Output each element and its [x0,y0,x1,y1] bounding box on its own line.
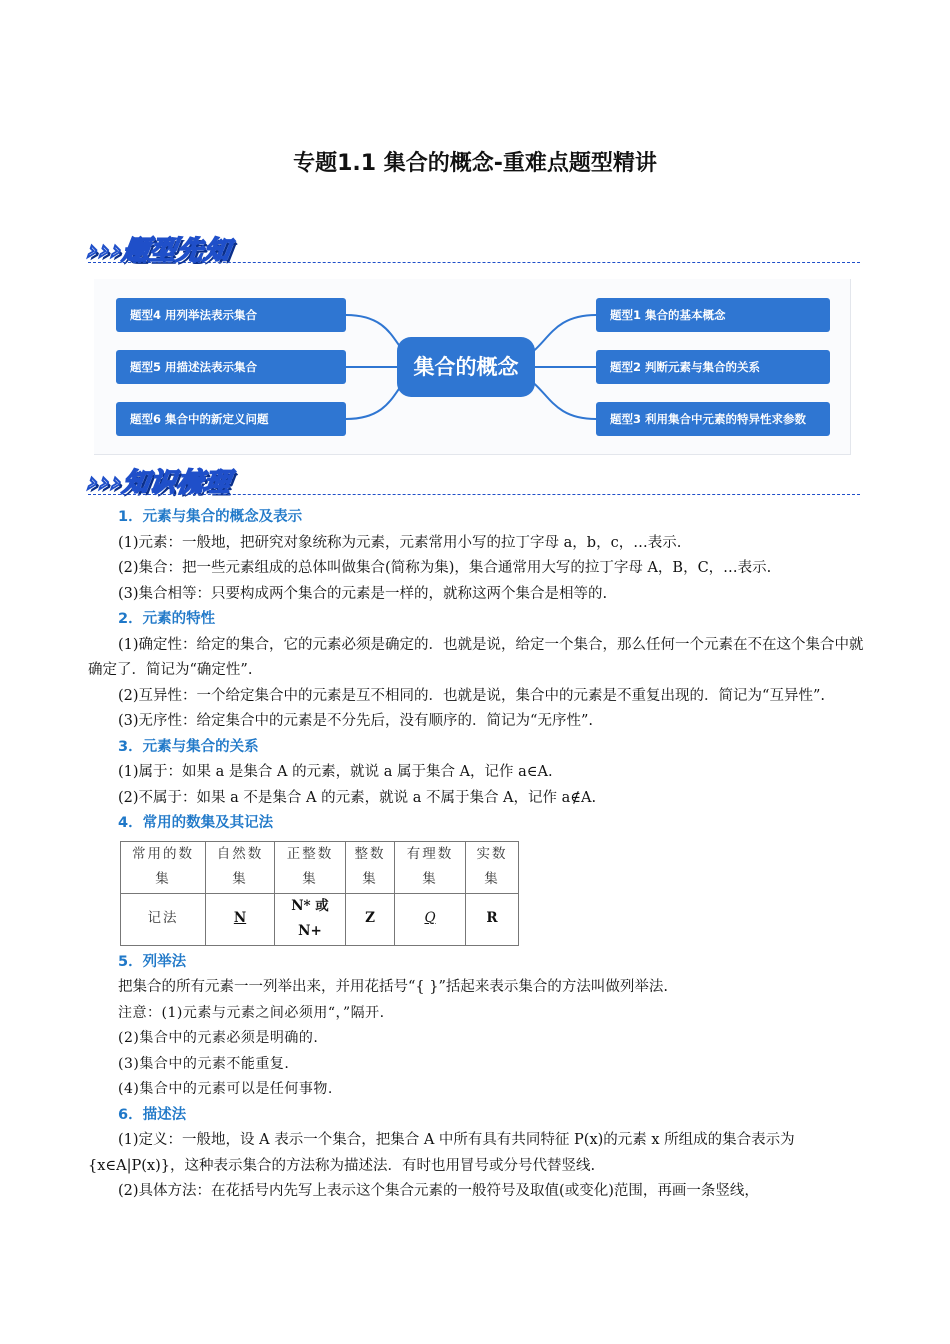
banner-label: ›››题型先知 [85,236,233,266]
table-cell: N [206,893,275,945]
paragraph: 把集合的所有元素一一列举出来，并用花括号“{ }”括起来表示集合的方法叫做列举法. [118,979,668,995]
paragraph: (1)属于：如果 a 是集合 A 的元素，就说 a 属于集合 A，记作 a∈A. [118,764,553,780]
section-banner-preview [85,226,860,272]
paragraph: (3)集合相等：只要构成两个集合的元素是一样的，就称这两个集合是相等的. [118,585,608,602]
knowledge-content [88,505,864,1205]
section-heading-5: 5．列举法 [118,953,187,970]
section-heading-2: 2．元素的特性 [118,611,216,627]
mindmap-center: 集合的概念 [397,337,535,397]
paragraph: (2)互异性：一个给定集合中的元素是互不相同的．也就是说，集合中的元素是不重复出现的．简记为“互异性”. [118,687,825,704]
table-header-cell: 实数集 [466,841,519,893]
paragraph: (1)元素：一般地，把研究对象统称为元素，元素常用小写的拉丁字母 a，b，c，…表示. [118,534,682,551]
table-cell: 记法 [121,893,206,945]
section-heading-4: 4．常用的数集及其记法 [118,815,274,831]
table-header-cell: 正整数集 [275,841,346,893]
paragraph: (2)具体方法：在花括号内先写上表示这个集合元素的一般符号及取值(或变化)范围，再画一条竖线， [118,1183,759,1199]
section-heading-6: 6．描述法 [118,1106,187,1123]
mindmap-node-right-1: 题型1 集合的基本概念 [596,298,830,332]
table-cell: Q [395,893,466,945]
number-sets-table [120,841,519,946]
banner-divider [88,262,860,263]
table-row [121,893,519,945]
note-line: (2)集合中的元素必须是明确的. [118,1030,319,1046]
table-header-cell: 有理数集 [395,841,466,893]
section-heading-1: 1．元素与集合的概念及表示 [118,509,303,525]
mindmap-node-right-2: 题型2 判断元素与集合的关系 [596,350,830,384]
table-cell: Z [346,893,395,945]
paragraph: (1)定义：一般地，设 A 表示一个集合，把集合 A 中所有具有共同特征 P(x)的元素 x 所组成的集合表示为{x∈A|P(x)}，这种表示集合的方法称为描述法．有时也用冒号或分号代替竖线. [88,1132,795,1174]
mind-map [94,279,851,455]
note-line: 注意：(1)元素与元素之间必须用“，”隔开. [118,1004,385,1021]
table-cell: N* 或 N+ [275,893,346,945]
paragraph: (3)无序性：给定集合中的元素是不分先后，没有顺序的．简记为“无序性”. [118,713,593,729]
page-title: 专题1.1 集合的概念-重难点题型精讲 [293,151,657,176]
paragraph: (2)不属于：如果 a 不是集合 A 的元素，就说 a 不属于集合 A，记作 a∉A. [118,789,597,806]
paragraph: (1)确定性：给定的集合，它的元素必须是确定的．也就是说，给定一个集合，那么任何一个元素在不在这个集合中就确定了．简记为“确定性”. [88,636,864,678]
mindmap-node-left-3: 题型6 集合中的新定义问题 [116,402,346,436]
table-header-cell: 常用的数集 [121,841,206,893]
note-line: (4)集合中的元素可以是任何事物. [118,1081,333,1097]
table-header-row [121,841,519,893]
banner-label: ›››知识梳理 [85,468,233,498]
mindmap-node-left-2: 题型5 用描述法表示集合 [116,350,346,384]
section-heading-3: 3．元素与集合的关系 [118,738,259,755]
note-line: (3)集合中的元素不能重复. [118,1055,290,1072]
banner-divider [88,494,860,495]
mindmap-node-right-3: 题型3 利用集合中元素的特异性求参数 [596,402,830,436]
section-banner-knowledge [85,458,860,504]
table-header-cell: 整数集 [346,841,395,893]
paragraph: (2)集合：把一些元素组成的总体叫做集合(简称为集)，集合通常用大写的拉丁字母 A，B，C，…表示. [118,560,772,576]
table-header-cell: 自然数集 [206,841,275,893]
mindmap-node-left-1: 题型4 用列举法表示集合 [116,298,346,332]
table-cell: R [466,893,519,945]
